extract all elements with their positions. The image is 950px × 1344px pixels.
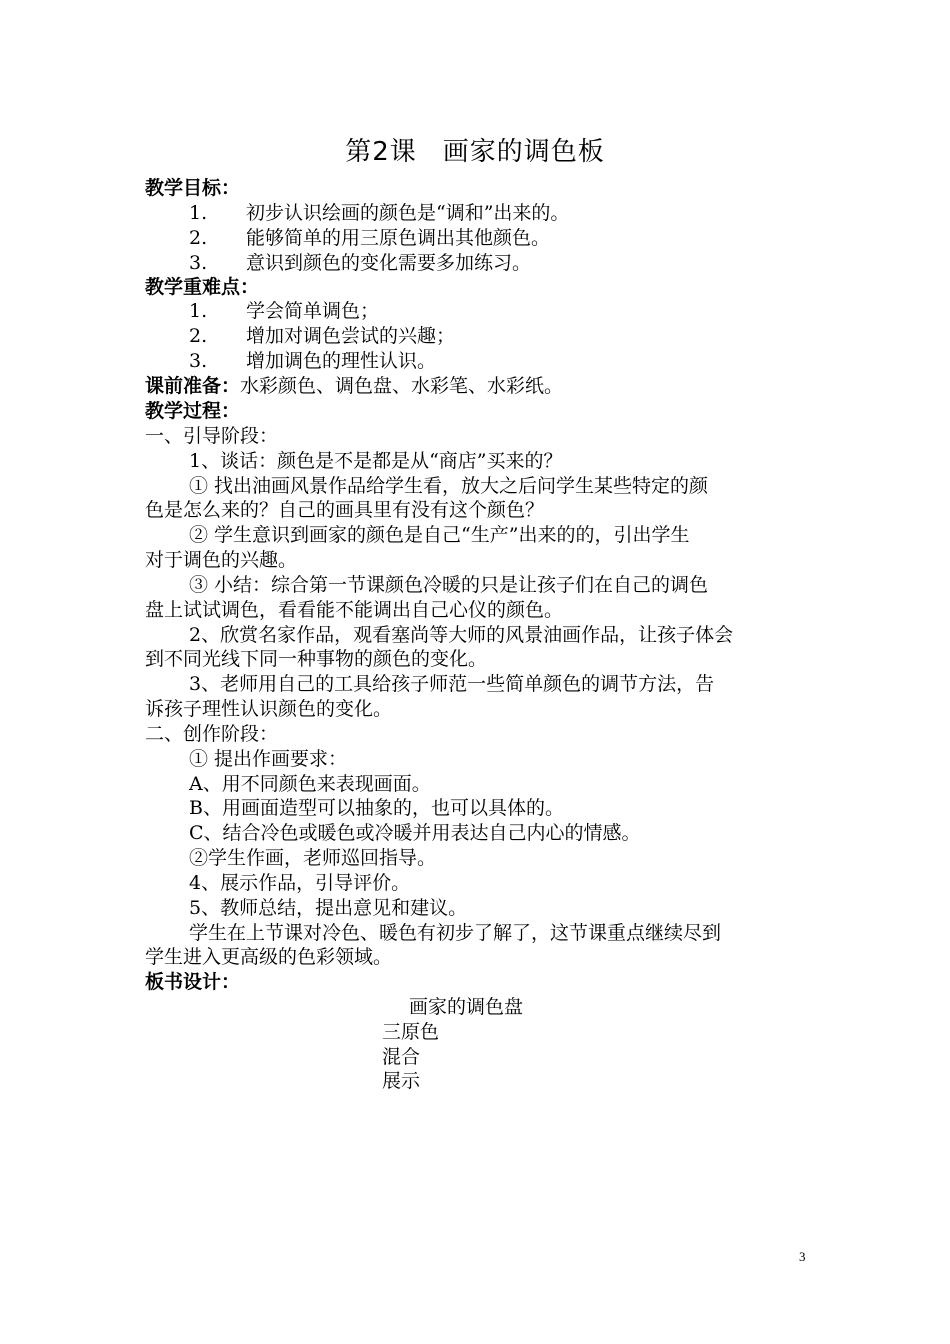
process-line: 到不同光线下同一种事物的颜色的变化。 — [145, 648, 488, 670]
lesson-name: 画家的调色板 — [442, 137, 605, 167]
process-line: 学生在上节课对冷色、暖色有初步了解了，这节课重点继续尽到 — [189, 922, 722, 944]
process-line: ②学生作画，老师巡回指导。 — [189, 847, 437, 869]
process-heading: 教学过程： — [145, 400, 241, 422]
process-line: ① 提出作画要求： — [189, 748, 348, 770]
process-line: ② 学生意识到画家的颜色是自己“生产”出来的的，引出学生 — [189, 524, 690, 546]
board-item: 三原色 — [382, 1021, 440, 1043]
process-line: 3、老师用自己的工具给孩子师范一些简单颜色的调节方法，告 — [189, 673, 715, 695]
objectives-heading: 教学目标： — [145, 177, 241, 199]
preparation-text: 水彩颜色、调色盘、水彩笔、水彩纸。 — [240, 375, 564, 397]
process-line: 4、展示作品，引导评价。 — [189, 872, 411, 894]
process-line: C、结合冷色或暖色或冷暖并用表达自己内心的情感。 — [189, 822, 641, 844]
preparation-heading: 课前准备： — [145, 375, 241, 397]
objective-item: 2. 能够简单的用三原色调出其他颜色。 — [189, 227, 551, 249]
process-line: 诉孩子理性认识颜色的变化。 — [145, 698, 393, 720]
process-line: ③ 小结：综合第一节课颜色冷暖的只是让孩子们在自己的调色 — [189, 574, 709, 596]
page-number: 3 — [799, 1249, 806, 1264]
process-line: 5、教师总结，提出意见和建议。 — [189, 897, 468, 919]
process-line: 2、欣赏名家作品，观看塞尚等大师的风景油画作品，让孩子体会 — [189, 624, 734, 646]
page-title — [0, 131, 950, 168]
process-line: A、用不同颜色来表现画面。 — [189, 773, 431, 795]
process-line: 色是怎么来的？自己的画具里有没有这个颜色？ — [145, 499, 545, 521]
board-heading: 板书设计： — [145, 971, 241, 993]
process-line: 二、创作阶段： — [145, 723, 279, 745]
process-line: 对于调色的兴趣。 — [145, 549, 298, 571]
board-item: 展示 — [382, 1070, 421, 1092]
process-line: B、用画面造型可以抽象的，也可以具体的。 — [189, 797, 564, 819]
objective-item: 1. 初步认识绘画的颜色是“调和”出来的。 — [189, 202, 570, 224]
process-line: 盘上试试调色，看看能不能调出自己心仪的颜色。 — [145, 599, 564, 621]
key-point-item: 3. 增加调色的理性认识。 — [189, 350, 437, 372]
key-point-item: 1. 学会简单调色； — [189, 300, 380, 322]
process-line: ① 找出油画风景作品给学生看，放大之后问学生某些特定的颜 — [189, 475, 709, 497]
process-line: 学生进入更高级的色彩领域。 — [145, 946, 393, 968]
preparation — [145, 374, 563, 398]
board-title: 画家的调色盘 — [409, 996, 524, 1018]
objective-item: 3. 意识到颜色的变化需要多加练习。 — [189, 252, 532, 274]
process-line: 一、引导阶段： — [145, 425, 279, 447]
lesson-number: 第2课 — [345, 137, 417, 167]
board-item: 混合 — [382, 1046, 421, 1068]
key-point-item: 2. 增加对调色尝试的兴趣； — [189, 325, 456, 347]
key-points-heading: 教学重难点： — [145, 276, 260, 298]
process-line: 1、谈话：颜色是不是都是从“商店”买来的？ — [189, 450, 563, 472]
